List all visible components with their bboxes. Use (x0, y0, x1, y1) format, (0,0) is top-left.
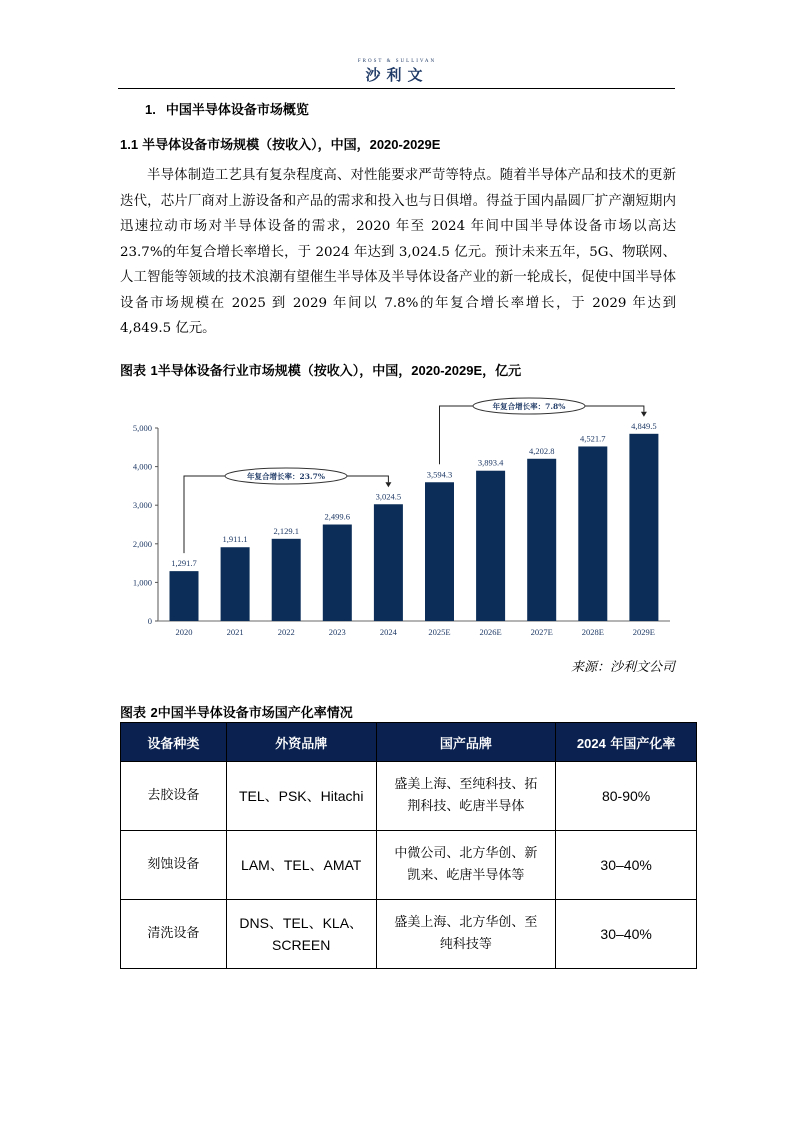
header-divider (118, 88, 675, 89)
subsection-range: 2020-2029E (369, 137, 441, 152)
y-tick-label: 3,000 (132, 500, 152, 511)
x-tick-label: 2022 (277, 627, 295, 637)
y-tick-label: 1,000 (132, 577, 152, 588)
cell-foreign: LAM、TEL、AMAT (226, 831, 376, 900)
bar (323, 525, 352, 621)
x-tick-label: 2023 (328, 627, 346, 637)
cagr-label: 年复合增长率：23.7% (247, 472, 325, 481)
cell-type: 刻蚀设备 (121, 831, 227, 900)
section-number: 1. (145, 102, 156, 117)
header-year: 2024 (576, 735, 606, 751)
bar (629, 434, 658, 621)
x-tick-label: 2020 (175, 627, 193, 637)
table-header-row (121, 723, 697, 762)
bar-value-label: 4,849.5 (631, 420, 657, 431)
bar-value-label: 4,202.8 (528, 445, 555, 456)
bar-chart (120, 390, 690, 650)
figure-title: 中国半导体设备市场国产化率情况 (157, 706, 353, 721)
header-equipment-type: 设备种类 (121, 723, 227, 762)
subsection-title: 半导体设备市场规模（按收入），中国， (142, 138, 370, 153)
table-row (121, 900, 697, 969)
bar (578, 446, 607, 621)
cell-foreign-line: SCREEN (272, 937, 331, 953)
body-paragraph: 半导体制造工艺具有复杂程度高、对性能要求严苛等特点。随着半导体产品和技术的更新迭代，芯片厂商对上游设备和产品的需求和投入也与日俱增。得益于国内晶圆厂扩产潮短期内迅速拉动市场对半导体设备的需求，2020 年至 2024 年间中国半导体设备市场以高达 23.7%的年复合增长率增长，于 2024 年达到 3,024.5 亿元。预计未来五年，5G、物联网、人工智能等领域的技术浪潮有望催生半导体及半导体设备产业的新一轮成长，促使中国半导体设备市场规模在 2025 到 2029 年间以 7.8%的年复合增长率增长，于 2029 年达到 4,849.5 亿元。 (120, 168, 676, 336)
bar-value-label: 3,024.5 (375, 491, 402, 502)
header-domestic-brands: 国产品牌 (376, 723, 556, 762)
cell-type: 去胶设备 (121, 762, 227, 831)
x-tick-label: 2024 (379, 627, 397, 637)
cell-domestic (376, 900, 556, 969)
bar (374, 504, 403, 621)
figure-number: 2 (150, 705, 158, 720)
cell-foreign: TEL、PSK、Hitachi (226, 762, 376, 831)
x-tick-label: 2025E (428, 627, 451, 637)
cell-type: 清洗设备 (121, 900, 227, 969)
header-localization-rate (556, 723, 697, 762)
section-heading-1 (145, 99, 309, 118)
bar (221, 547, 250, 621)
localization-table (120, 722, 697, 969)
cell-domestic-line: 荆科技、屹唐半导体 (407, 799, 525, 814)
bar-value-label: 3,893.4 (477, 457, 504, 468)
header-rate-label: 年国产化率 (605, 736, 676, 752)
x-tick-label: 2028E (581, 627, 604, 637)
bar (425, 482, 454, 621)
figure-label: 图表 (120, 706, 147, 721)
x-tick-label: 2026E (479, 627, 502, 637)
x-tick-label: 2029E (632, 627, 656, 637)
y-tick-label: 5,000 (132, 423, 152, 433)
arrow-down-icon (641, 412, 647, 417)
figure-number: 1 (150, 363, 158, 378)
header-foreign-brands: 外资品牌 (226, 723, 376, 762)
cell-domestic-line: 中微公司、北方华创、新 (394, 846, 538, 861)
arrow-down-icon (385, 482, 391, 487)
cell-rate: 80-90% (556, 762, 697, 831)
bar (527, 459, 556, 621)
bar-value-label: 2,129.1 (273, 525, 299, 536)
cell-domestic (376, 831, 556, 900)
y-tick-label: 2,000 (132, 538, 152, 549)
figure-title: 半导体设备行业市场规模（按收入），中国， (157, 364, 412, 379)
x-tick-label: 2027E (530, 627, 553, 637)
figure-1-caption (120, 360, 521, 379)
bar (272, 539, 301, 621)
cell-domestic (376, 762, 556, 831)
chart-source: 来源：沙利文公司 (570, 660, 675, 675)
cell-domestic-line: 盛美上海、北方华创、至 (394, 915, 538, 930)
y-tick-label: 4,000 (132, 461, 152, 472)
bar-value-label: 1,911.1 (222, 534, 248, 545)
table-row (121, 762, 697, 831)
cell-domestic-line: 凯来、屹唐半导体等 (407, 868, 525, 883)
subsection-number: 1.1 (120, 137, 139, 152)
bar (476, 471, 505, 621)
figure-2-caption (120, 702, 353, 721)
table-row (121, 831, 697, 900)
bar-value-label: 4,521.7 (580, 433, 606, 444)
logo-frost-sullivan: FROST & SULLIVAN (357, 59, 437, 64)
bar (170, 571, 199, 621)
bar-value-label: 2,499.6 (324, 511, 351, 522)
cell-rate: 30–40% (556, 900, 697, 969)
bar-value-label: 3,594.3 (426, 469, 453, 480)
cell-domestic-line: 盛美上海、至纯科技、拓 (394, 777, 538, 792)
cell-domestic-line: 纯科技等 (439, 937, 492, 952)
bar-value-label: 1,291.7 (171, 558, 197, 569)
figure-range: 2020-2029E (411, 363, 483, 378)
cell-foreign (226, 900, 376, 969)
figure-unit: ，亿元 (482, 364, 522, 379)
x-tick-label: 2021 (226, 627, 244, 637)
cagr-label: 年复合增长率：7.8% (492, 402, 566, 411)
y-tick-label: 0 (147, 616, 152, 626)
cell-rate: 30–40% (556, 831, 697, 900)
section-title: 中国半导体设备市场概览 (165, 103, 309, 118)
section-heading-1-1 (120, 134, 440, 153)
cell-foreign-line: DNS、TEL、KLA、 (239, 915, 364, 931)
figure-label: 图表 (120, 364, 147, 379)
logo-chinese: 沙利文 (365, 66, 429, 84)
